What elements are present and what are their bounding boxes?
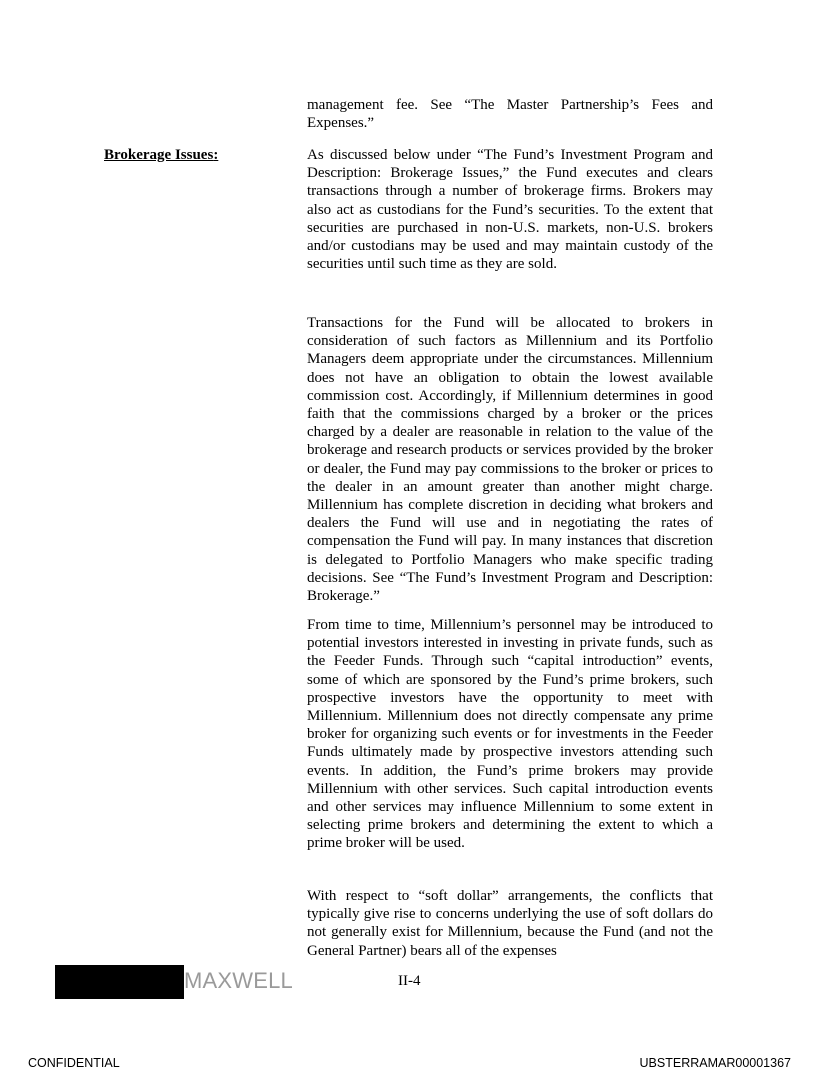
paragraph-soft-dollar: With respect to “soft dollar” arrangements, the conflicts that typically give rise to concerns underlying the use of soft dollars do not generally exist for Millennium, because the Fund (and not the General Partner) bears all of the expenses	[307, 888, 713, 959]
paragraph-broker-allocation: Transactions for the Fund will be allocated to brokers in consideration of such factors as Millennium and its Portfolio Managers deem appropriate under the circumstances. Millennium does not have an obligation to obtain the lowest available commission cost. Accordingly, if Millennium determines in good faith that the commissions charged by a broker or the prices charged by a dealer are reasonable in relation to the value of the brokerage and research products or services provided by the broker or dealer, the Fund may pay commissions to the broker or prices to the dealer in an amount greater than another might charge. Millennium has complete discretion in deciding what brokers and dealers the Fund will use and in negotiating the rates of compensation the Fund will pay. In many instances that discretion is delegated to Portfolio Managers who make specific trading decisions. See “The Fund’s Investment Program and Description: Brokerage.”	[307, 315, 713, 605]
paragraph-brokerage-overview: As discussed below under “The Fund’s Investment Program and Description: Brokerage Issues,” the Fund executes and clears transactions through a number of brokerage firms. Brokers may also act as custodians for the Fund’s securities. To the extent that securities are purchased in non-U.S. markets, non-U.S. brokers and/or custodians may be used and may maintain custody of the securities until such time as they are sold.	[307, 147, 713, 273]
section-heading-colon: :	[213, 147, 219, 163]
continuation-paragraph: management fee. See “The Master Partnership’s Fees and Expenses.”	[307, 97, 713, 132]
bates-number: UBSTERRAMAR00001367	[639, 1056, 791, 1070]
section-heading	[104, 146, 218, 164]
maxwell-watermark: MAXWELL	[184, 968, 293, 993]
redaction-box	[55, 965, 184, 999]
section-heading-text: Brokerage Issues	[104, 147, 214, 163]
confidential-label: CONFIDENTIAL	[28, 1056, 120, 1070]
page-number: II-4	[398, 973, 421, 989]
paragraph-capital-introduction: From time to time, Millennium’s personnel may be introduced to potential investors interested in investing in private funds, such as the Feeder Funds. Through such “capital introduction” events, some of which are sponsored by the Fund’s prime brokers, such prospective investors have the opportunity to meet with Millennium. Millennium does not directly compensate any prime broker for organizing such events or for investments in the Feeder Funds ultimately made by prospective investors attending such events. In addition, the Fund’s prime brokers may provide Millennium with other services. Such capital introduction events and other services may influence Millennium to some extent in selecting prime brokers and determining the extent to which a prime broker will be used.	[307, 617, 713, 852]
